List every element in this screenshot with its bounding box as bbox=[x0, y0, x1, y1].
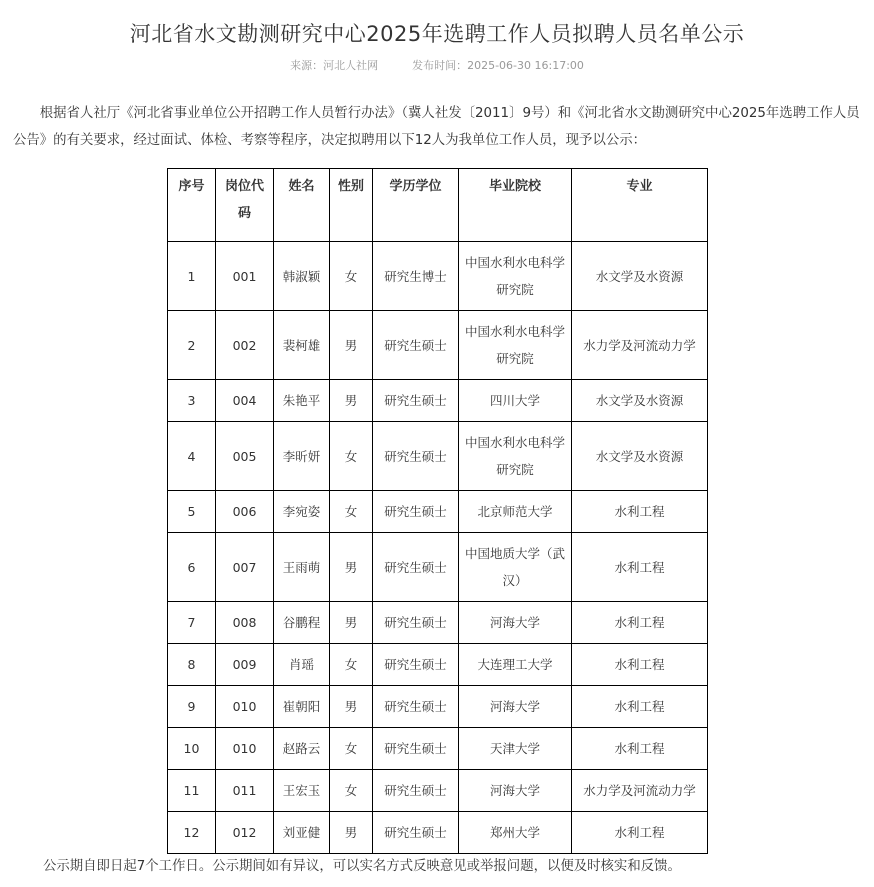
cell-major: 水力学及河流动力学 bbox=[572, 311, 708, 380]
cell-name: 谷鹏程 bbox=[274, 602, 330, 644]
cell-major: 水利工程 bbox=[572, 602, 708, 644]
cell-school: 北京师范大学 bbox=[459, 491, 572, 533]
cell-no: 7 bbox=[168, 602, 216, 644]
cell-name: 李昕妍 bbox=[274, 422, 330, 491]
cell-name: 王宏玉 bbox=[274, 770, 330, 812]
cell-major: 水力学及河流动力学 bbox=[572, 770, 708, 812]
cell-school: 大连理工大学 bbox=[459, 644, 572, 686]
cell-degree: 研究生硕士 bbox=[373, 491, 459, 533]
cell-code: 012 bbox=[216, 812, 274, 854]
cell-code: 010 bbox=[216, 686, 274, 728]
cell-code: 001 bbox=[216, 242, 274, 311]
cell-code: 009 bbox=[216, 644, 274, 686]
cell-school: 中国水利水电科学研究院 bbox=[459, 242, 572, 311]
table-row bbox=[168, 533, 708, 602]
cell-degree: 研究生博士 bbox=[373, 242, 459, 311]
cell-major: 水利工程 bbox=[572, 644, 708, 686]
cell-name: 朱艳平 bbox=[274, 380, 330, 422]
cell-name: 肖瑶 bbox=[274, 644, 330, 686]
table-row bbox=[168, 812, 708, 854]
cell-school: 中国地质大学（武汉） bbox=[459, 533, 572, 602]
article-meta bbox=[0, 57, 874, 73]
cell-name: 赵路云 bbox=[274, 728, 330, 770]
cell-code: 011 bbox=[216, 770, 274, 812]
cell-degree: 研究生硕士 bbox=[373, 380, 459, 422]
cell-degree: 研究生硕士 bbox=[373, 812, 459, 854]
cell-gender: 男 bbox=[330, 686, 373, 728]
cell-code: 008 bbox=[216, 602, 274, 644]
table-row bbox=[168, 311, 708, 380]
cell-major: 水文学及水资源 bbox=[572, 380, 708, 422]
cell-name: 裴柯雄 bbox=[274, 311, 330, 380]
cell-major: 水文学及水资源 bbox=[572, 242, 708, 311]
intro-paragraph: 根据省人社厅《河北省事业单位公开招聘工作人员暂行办法》（冀人社发〔2011〕9号）和《河北省水文勘测研究中心2025年选聘工作人员公告》的有关要求，经过面试、体检、考察等程序，决定拟聘用以下12人为我单位工作人员，现予以公示： bbox=[13, 106, 860, 148]
table-row bbox=[168, 242, 708, 311]
table-row bbox=[168, 380, 708, 422]
cell-school: 河海大学 bbox=[459, 602, 572, 644]
table-row bbox=[168, 728, 708, 770]
header-major: 专业 bbox=[572, 169, 708, 242]
cell-gender: 男 bbox=[330, 311, 373, 380]
cell-name: 刘亚健 bbox=[274, 812, 330, 854]
header-code: 岗位代码 bbox=[216, 169, 274, 242]
cell-school: 郑州大学 bbox=[459, 812, 572, 854]
cell-school: 四川大学 bbox=[459, 380, 572, 422]
cell-degree: 研究生硕士 bbox=[373, 728, 459, 770]
header-no: 序号 bbox=[168, 169, 216, 242]
cell-no: 4 bbox=[168, 422, 216, 491]
cell-school: 天津大学 bbox=[459, 728, 572, 770]
table-row bbox=[168, 686, 708, 728]
cell-name: 王雨萌 bbox=[274, 533, 330, 602]
cell-no: 3 bbox=[168, 380, 216, 422]
cell-degree: 研究生硕士 bbox=[373, 770, 459, 812]
table-row bbox=[168, 491, 708, 533]
cell-name: 韩淑颖 bbox=[274, 242, 330, 311]
cell-no: 9 bbox=[168, 686, 216, 728]
source-label: 来源：河北人社网 bbox=[290, 59, 379, 72]
table-row bbox=[168, 770, 708, 812]
cell-gender: 女 bbox=[330, 242, 373, 311]
cell-gender: 女 bbox=[330, 770, 373, 812]
cell-major: 水利工程 bbox=[572, 686, 708, 728]
publish-time: 发布时间：2025-06-30 16:17:00 bbox=[412, 59, 584, 72]
cell-major: 水利工程 bbox=[572, 533, 708, 602]
cell-code: 005 bbox=[216, 422, 274, 491]
header-degree: 学历学位 bbox=[373, 169, 459, 242]
article-title: 河北省水文勘测研究中心2025年选聘工作人员拟聘人员名单公示 bbox=[129, 22, 745, 46]
cell-degree: 研究生硕士 bbox=[373, 422, 459, 491]
header-gender: 性别 bbox=[330, 169, 373, 242]
cell-degree: 研究生硕士 bbox=[373, 533, 459, 602]
table-header-row bbox=[168, 169, 708, 242]
cell-school: 中国水利水电科学研究院 bbox=[459, 422, 572, 491]
cell-major: 水文学及水资源 bbox=[572, 422, 708, 491]
cell-no: 11 bbox=[168, 770, 216, 812]
table-row bbox=[168, 422, 708, 491]
cell-code: 007 bbox=[216, 533, 274, 602]
cell-major: 水利工程 bbox=[572, 812, 708, 854]
cell-name: 李宛姿 bbox=[274, 491, 330, 533]
cell-degree: 研究生硕士 bbox=[373, 602, 459, 644]
cell-major: 水利工程 bbox=[572, 728, 708, 770]
cell-no: 1 bbox=[168, 242, 216, 311]
cell-gender: 女 bbox=[330, 644, 373, 686]
cell-school: 河海大学 bbox=[459, 686, 572, 728]
candidate-table bbox=[167, 168, 708, 854]
cell-gender: 女 bbox=[330, 728, 373, 770]
cell-major: 水利工程 bbox=[572, 491, 708, 533]
cell-no: 12 bbox=[168, 812, 216, 854]
cell-no: 2 bbox=[168, 311, 216, 380]
cell-school: 河海大学 bbox=[459, 770, 572, 812]
header-name: 姓名 bbox=[274, 169, 330, 242]
notice-footer: 公示期自即日起7个工作日。公示期间如有异议，可以实名方式反映意见或举报问题，以便及时核实和反馈。 bbox=[43, 859, 681, 874]
header-school: 毕业院校 bbox=[459, 169, 572, 242]
cell-degree: 研究生硕士 bbox=[373, 311, 459, 380]
cell-code: 004 bbox=[216, 380, 274, 422]
cell-no: 10 bbox=[168, 728, 216, 770]
table-row bbox=[168, 602, 708, 644]
cell-degree: 研究生硕士 bbox=[373, 644, 459, 686]
cell-gender: 女 bbox=[330, 491, 373, 533]
table-row bbox=[168, 644, 708, 686]
cell-school: 中国水利水电科学研究院 bbox=[459, 311, 572, 380]
cell-no: 8 bbox=[168, 644, 216, 686]
cell-code: 010 bbox=[216, 728, 274, 770]
cell-name: 崔朝阳 bbox=[274, 686, 330, 728]
cell-degree: 研究生硕士 bbox=[373, 686, 459, 728]
cell-gender: 男 bbox=[330, 380, 373, 422]
cell-gender: 男 bbox=[330, 602, 373, 644]
cell-no: 5 bbox=[168, 491, 216, 533]
cell-code: 006 bbox=[216, 491, 274, 533]
cell-gender: 女 bbox=[330, 422, 373, 491]
cell-gender: 男 bbox=[330, 812, 373, 854]
cell-code: 002 bbox=[216, 311, 274, 380]
cell-no: 6 bbox=[168, 533, 216, 602]
cell-gender: 男 bbox=[330, 533, 373, 602]
